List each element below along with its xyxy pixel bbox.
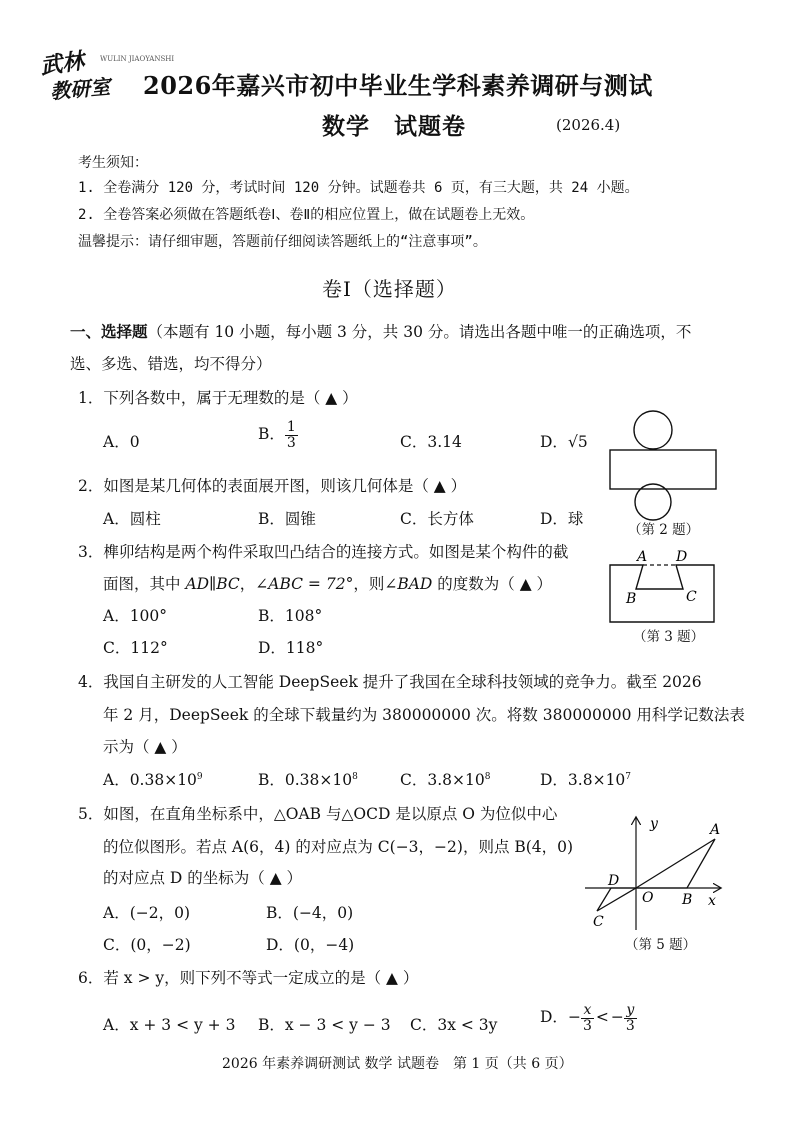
q5-line-3: 的对应点 D 的坐标为（ ▲ ） — [103, 869, 303, 887]
notice-tip: 温馨提示：请仔细审题，答题前仔细阅读答题纸上的“注意事项”。 — [78, 234, 487, 250]
q5-line-2: 的位似图形。若点 A(6，4) 的对应点为 C(−3，−2)，则点 B(4，0) — [103, 838, 574, 856]
q6-option-b: B．x − 3 < y − 3 — [258, 1016, 391, 1034]
section-desc-1: （本题有 10 小题，每小题 3 分，共 30 分。请选出各题中唯一的正确选项，不 — [147, 323, 692, 341]
q2-stem: 2．如图是某几何体的表面展开图，则该几何体是（ ▲ ） — [78, 477, 467, 495]
q1-option-d-value: √5 — [567, 433, 588, 451]
q6-d-den1: 3 — [582, 1017, 592, 1034]
q4-line-3: 示为（ ▲ ） — [103, 738, 187, 756]
q4-option-c — [400, 768, 490, 790]
q3-cond-angle: ∠ABC = 72° — [255, 575, 354, 593]
q4-d-exp: 7 — [625, 771, 632, 782]
notice-line-2: 2. 全卷答案必须做在答题纸卷Ⅰ、卷Ⅱ的相应位置上，做在试题卷上无效。 — [78, 207, 535, 223]
q6-d-frac2 — [624, 1003, 637, 1033]
q3-mid: ， — [239, 575, 256, 593]
q3-mid2: ，则 — [353, 575, 385, 593]
q5-label-y: y — [650, 816, 658, 832]
q3-label-c: C — [686, 589, 697, 605]
q6-d-num2: y — [624, 1003, 637, 1019]
q6-option-c: C．3x < 3y — [410, 1016, 498, 1034]
q3-figure — [600, 545, 725, 625]
logo-line1: 武林 — [38, 48, 86, 80]
q2-caption: （第 2 题） — [628, 522, 700, 538]
logo-tiny: WULIN JIAOYANSHI — [100, 55, 175, 63]
q6-d-neg2: − — [610, 1008, 624, 1027]
q6-d-num1: x — [581, 1003, 594, 1019]
q3-caption: （第 3 题） — [633, 629, 705, 645]
section-label: 一、选择题 — [70, 323, 148, 341]
q4-c-exp: 8 — [484, 771, 491, 782]
q5-label-o: O — [642, 890, 654, 906]
q3-label-a: A — [637, 549, 648, 565]
q5-figure — [580, 810, 730, 935]
q3-option-d: D．118° — [258, 639, 324, 657]
q3-stem-2 — [103, 572, 552, 594]
exam-date: (2026.4) — [556, 116, 621, 134]
q5-label-d: D — [608, 873, 620, 889]
q5-label-b: B — [682, 892, 693, 908]
q4-option-a — [103, 768, 203, 790]
q5-option-d: D．(0，−4) — [266, 936, 355, 954]
q1-stem: 1．下列各数中，属于无理数的是（ ▲ ） — [78, 389, 358, 407]
q1-b-numerator: 1 — [286, 419, 296, 435]
q4-c-base: C．3.8×10 — [400, 771, 485, 789]
q6-stem: 6．若 x > y，则下列不等式一定成立的是（ ▲ ） — [78, 969, 419, 987]
q1-option-d-label: D． — [540, 433, 568, 451]
notice-heading: 考生须知： — [78, 155, 148, 171]
q3-option-c: C．112° — [103, 639, 168, 657]
q5-triangle-oab — [636, 839, 715, 888]
q5-option-c: C．(0，−2) — [103, 936, 191, 954]
section-header — [70, 320, 691, 342]
q6-d-lt: < — [595, 1008, 609, 1027]
q1-option-b — [258, 420, 298, 450]
q5-triangle-ocd — [597, 888, 636, 911]
q1-option-a: A．0 — [103, 433, 140, 451]
q5-label-c: C — [593, 914, 604, 930]
q1-option-b-fraction — [285, 420, 298, 450]
q5-caption: （第 5 题） — [625, 937, 697, 953]
page-title: 2026年嘉兴市初中毕业生学科素养调研与测试 — [143, 71, 653, 100]
school-logo — [30, 45, 175, 105]
q3-stem-1: 3．榫卯结构是两个构件采取凹凸结合的连接方式。如图是某个构件的截 — [78, 543, 569, 561]
q1-option-b-label: B． — [258, 425, 285, 444]
q5-label-a: A — [710, 822, 721, 838]
q3-option-a: A．100° — [103, 607, 168, 625]
q4-b-exp: 8 — [352, 771, 358, 782]
q2-option-a: A．圆柱 — [103, 510, 161, 528]
q5-line-1: 5．如图，在直角坐标系中，△OAB 与△OCD 是以原点 O 为位似中心 — [78, 805, 558, 823]
page-subtitle: 数学 试题卷 — [322, 113, 466, 140]
page-footer: 2026 年素养调研测试 数学 试题卷 第 1 页（共 6 页） — [222, 1056, 573, 1072]
q4-line-1: 4．我国自主研发的人工智能 DeepSeek 提升了我国在全球科技领域的竞争力。截至 2026 — [78, 673, 702, 691]
q1-b-denominator: 3 — [286, 434, 296, 451]
q3-option-b: B．108° — [258, 607, 323, 625]
q4-a-base: A．0.38×10 — [103, 771, 197, 789]
q6-d-neg1: − — [567, 1008, 581, 1027]
q5-option-b: B．(−4，0) — [266, 904, 354, 922]
q2-option-c: C．长方体 — [400, 510, 474, 528]
q5-label-x: x — [708, 893, 716, 909]
q1-option-d — [540, 430, 588, 452]
q3-ask-angle: ∠BAD — [384, 575, 433, 593]
q6-d-frac1 — [581, 1003, 594, 1033]
q4-d-base: D．3.8×10 — [540, 771, 626, 789]
q2-option-d: D．球 — [540, 510, 584, 528]
q3-label-b: B — [626, 591, 637, 607]
q3-label-d: D — [676, 549, 688, 565]
q5-option-a: A．(−2，0) — [103, 904, 190, 922]
q4-a-exp: 9 — [196, 771, 203, 782]
q6-d-label: D． — [540, 1008, 568, 1027]
q4-b-base: B．0.38×10 — [258, 771, 353, 789]
q3-cond-parallel: AD∥BC — [185, 575, 240, 593]
part-title: 卷Ⅰ（选择题） — [322, 277, 457, 301]
q4-option-d — [540, 768, 631, 790]
q4-option-b — [258, 768, 358, 790]
logo-line2: 教研室 — [49, 74, 112, 104]
q6-option-d — [540, 1003, 637, 1033]
q3-stem2-post: 的度数为（ ▲ ） — [432, 575, 553, 593]
q6-d-den2: 3 — [625, 1017, 635, 1034]
q2-top-circle — [634, 411, 672, 449]
section-desc-2: 选、多选、错选，均不得分） — [70, 355, 272, 373]
q2-option-b: B．圆锥 — [258, 510, 316, 528]
q6-option-a: A．x + 3 < y + 3 — [103, 1016, 236, 1034]
notice-line-1: 1. 全卷满分 120 分，考试时间 120 分钟。试题卷共 6 页，有三大题，共 24 小题。 — [78, 180, 639, 196]
q1-option-c: C．3.14 — [400, 433, 462, 451]
q3-stem2-pre: 面图，其中 — [103, 575, 186, 593]
q2-rectangle — [610, 450, 716, 489]
q4-line-2: 年 2 月，DeepSeek 的全球下载量约为 380000000 次。将数 380000000 用科学记数法表 — [103, 706, 745, 724]
